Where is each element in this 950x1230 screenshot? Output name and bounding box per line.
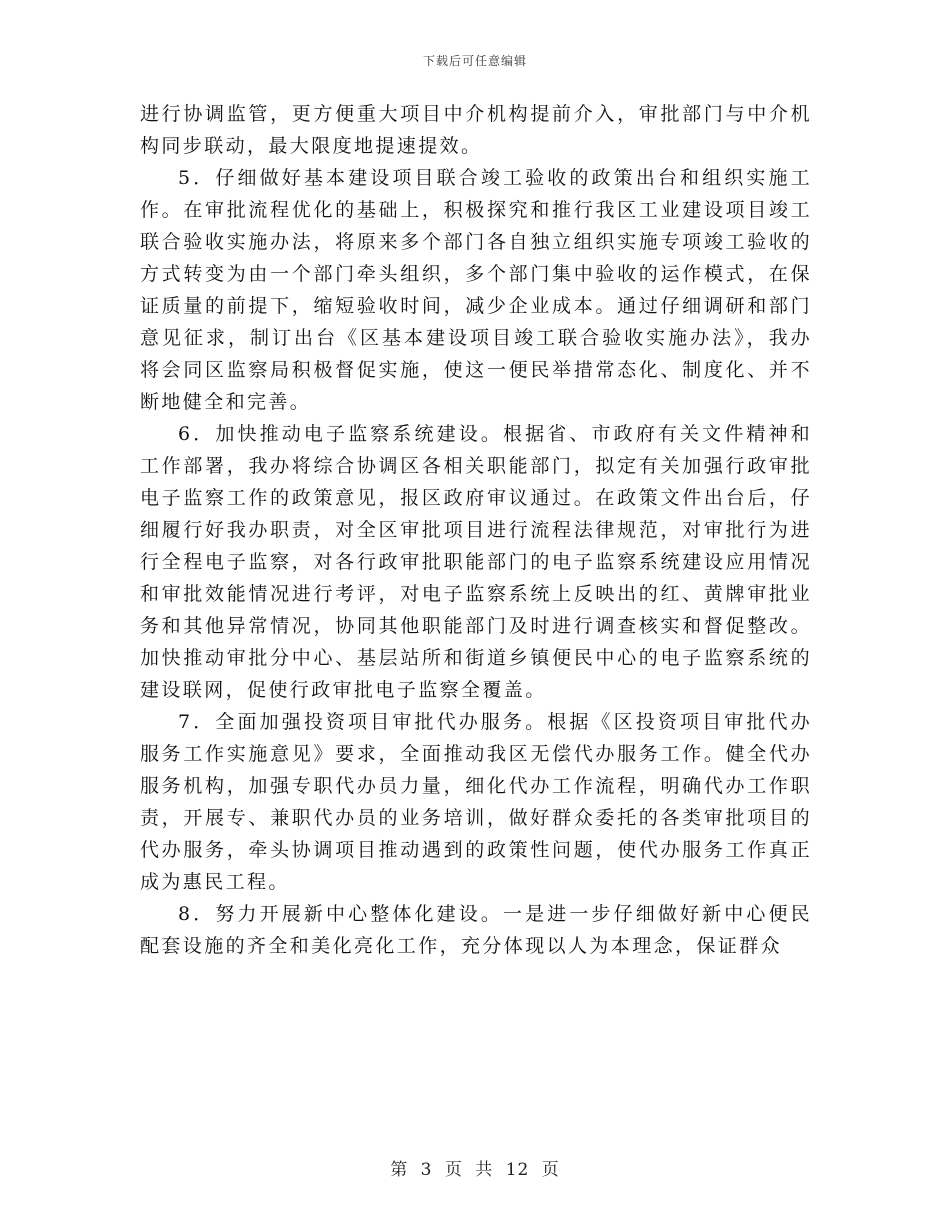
paragraph-continuation: 进行协调监管，更方便重大项目中介机构提前介入，审批部门与中介机构同步联动，最大限度地提速提效。: [140, 103, 812, 157]
paragraph-item-6: 6．加快推动电子监察系统建设。根据省、市政府有关文件精神和工作部署，我办将综合协调区各相关职能部门，拟定有关加强行政审批电子监察工作的政策意见，报区政府审议通过。在政策文件出台后，仔细履行好我办职责，对全区审批项目进行流程法律规范，对审批行为进行全程电子监察，对各行政审批职能部门的电子监察系统建设应用情况和审批效能情况进行考评，对电子监察系统上反映出的红、黄牌审批业务和其他异常情况，协同其他职能部门及时进行调查核实和督促整改。加快推动审批分中心、基层站所和街道乡镇便民中心的电子监察系统的建设联网，促使行政审批电子监察全覆盖。: [140, 423, 812, 701]
page-header: 下载后可任意编辑: [422, 54, 527, 68]
paragraph-item-5: 5．仔细做好基本建设项目联合竣工验收的政策出台和组织实施工作。在审批流程优化的基础上，积极探究和推行我区工业建设项目竣工联合验收实施办法，将原来多个部门各自独立组织实施专项竣工验收的方式转变为由一个部门牵头组织，多个部门集中验收的运作模式，在保证质量的前提下，缩短验收时间，减少企业成本。通过仔细调研和部门意见征求，制订出台《区基本建设项目竣工联合验收实施办法》，我办将会同区监察局积极督促实施，使这一便民举措常态化、制度化、并不断地健全和完善。: [140, 167, 812, 413]
document-body: [140, 98, 812, 962]
paragraph-item-8: 8．努力开展新中心整体化建设。一是进一步仔细做好新中心便民配套设施的齐全和美化亮化工作，充分体现以人为本理念，保证群众: [140, 903, 812, 957]
page-footer: 第 3 页 共 12 页: [390, 1160, 560, 1180]
paragraph-item-7: 7．全面加强投资项目审批代办服务。根据《区投资项目审批代办服务工作实施意见》要求，全面推动我区无偿代办服务工作。健全代办服务机构，加强专职代办员力量，细化代办工作流程，明确代办工作职责，开展专、兼职代办员的业务培训，做好群众委托的各类审批项目的代办服务，牵头协调项目推动遇到的政策性问题，使代办服务工作真正成为惠民工程。: [140, 711, 812, 893]
